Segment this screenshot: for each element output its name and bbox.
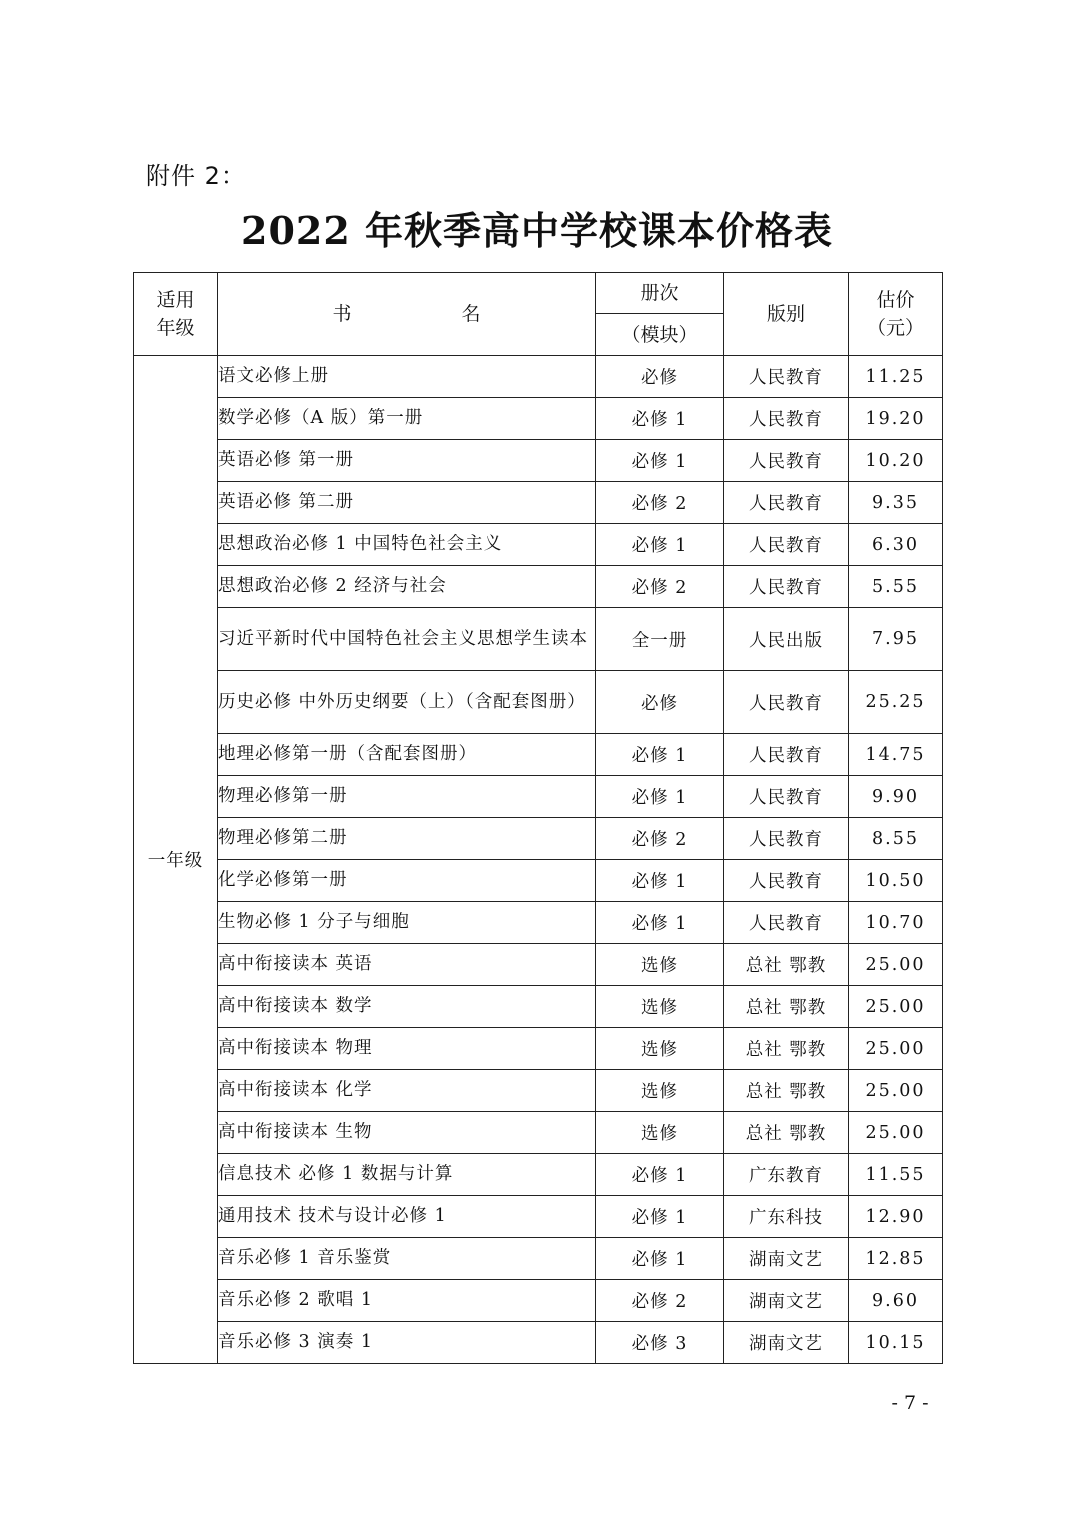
volume-cell: 必修 2 — [596, 482, 724, 524]
edition-cell: 湖南文艺 — [724, 1322, 849, 1364]
book-name-cell: 音乐必修 2 歌唱 1 — [218, 1280, 596, 1322]
page-number: - 7 - — [891, 1392, 929, 1414]
edition-cell: 人民出版 — [724, 608, 849, 671]
volume-cell: 必修 3 — [596, 1322, 724, 1364]
book-name-cell: 高中衔接读本 物理 — [218, 1028, 596, 1070]
price-cell: 10.20 — [849, 440, 943, 482]
edition-cell: 总社 鄂教 — [724, 1112, 849, 1154]
volume-cell: 必修 1 — [596, 440, 724, 482]
book-name-cell: 物理必修第一册 — [218, 776, 596, 818]
volume-cell: 选修 — [596, 1070, 724, 1112]
header-book-name-char2: 名 — [461, 303, 481, 325]
book-name-cell: 语文必修上册 — [218, 356, 596, 398]
edition-cell: 总社 鄂教 — [724, 1028, 849, 1070]
price-cell: 11.25 — [849, 356, 943, 398]
book-name-cell: 习近平新时代中国特色社会主义思想学生读本 — [218, 608, 596, 671]
price-cell: 5.55 — [849, 566, 943, 608]
book-name-cell: 历史必修 中外历史纲要（上）（含配套图册） — [218, 671, 596, 734]
table-row — [134, 1238, 943, 1280]
table-row — [134, 1280, 943, 1322]
table-row — [134, 671, 943, 734]
price-cell: 11.55 — [849, 1154, 943, 1196]
table-row — [134, 818, 943, 860]
header-edition: 版别 — [724, 273, 849, 356]
table-row — [134, 608, 943, 671]
volume-cell: 必修 1 — [596, 734, 724, 776]
volume-cell: 必修 2 — [596, 566, 724, 608]
edition-cell: 人民教育 — [724, 671, 849, 734]
volume-cell: 全一册 — [596, 608, 724, 671]
price-cell: 9.90 — [849, 776, 943, 818]
edition-cell: 人民教育 — [724, 524, 849, 566]
edition-cell: 广东科技 — [724, 1196, 849, 1238]
price-cell: 8.55 — [849, 818, 943, 860]
header-price — [849, 273, 943, 356]
price-cell: 10.70 — [849, 902, 943, 944]
edition-cell: 人民教育 — [724, 356, 849, 398]
price-cell: 25.00 — [849, 1028, 943, 1070]
header-volume-line2: （模块） — [596, 314, 724, 356]
price-cell: 19.20 — [849, 398, 943, 440]
volume-cell: 必修 1 — [596, 860, 724, 902]
header-grade — [134, 273, 218, 356]
edition-cell: 总社 鄂教 — [724, 944, 849, 986]
table-row — [134, 1154, 943, 1196]
edition-cell: 人民教育 — [724, 734, 849, 776]
table-row — [134, 524, 943, 566]
table-header-row — [134, 273, 943, 314]
table-body — [134, 356, 943, 1364]
price-cell: 25.00 — [849, 986, 943, 1028]
header-book-name — [218, 273, 596, 356]
table-row — [134, 1322, 943, 1364]
volume-cell: 必修 1 — [596, 1238, 724, 1280]
book-name-cell: 化学必修第一册 — [218, 860, 596, 902]
header-grade-line1: 适用 — [156, 289, 195, 311]
book-name-cell: 思想政治必修 1 中国特色社会主义 — [218, 524, 596, 566]
edition-cell: 人民教育 — [724, 902, 849, 944]
edition-cell: 人民教育 — [724, 566, 849, 608]
table-row — [134, 482, 943, 524]
volume-cell: 必修 2 — [596, 818, 724, 860]
attachment-label: 附件 2： — [146, 162, 246, 190]
volume-cell: 必修 1 — [596, 902, 724, 944]
table-row — [134, 440, 943, 482]
header-price-line1: 估价 — [876, 289, 915, 311]
price-cell: 25.00 — [849, 1112, 943, 1154]
edition-cell: 湖南文艺 — [724, 1238, 849, 1280]
price-cell: 25.25 — [849, 671, 943, 734]
book-name-cell: 高中衔接读本 数学 — [218, 986, 596, 1028]
table-row — [134, 944, 943, 986]
header-price-line2: （元） — [866, 317, 924, 339]
edition-cell: 人民教育 — [724, 482, 849, 524]
table-row — [134, 902, 943, 944]
price-cell: 25.00 — [849, 1070, 943, 1112]
price-cell: 7.95 — [849, 608, 943, 671]
table-row — [134, 1070, 943, 1112]
table-row — [134, 1112, 943, 1154]
book-name-cell: 音乐必修 3 演奏 1 — [218, 1322, 596, 1364]
table-row — [134, 734, 943, 776]
table-row — [134, 860, 943, 902]
price-cell: 9.35 — [849, 482, 943, 524]
volume-cell: 选修 — [596, 944, 724, 986]
header-book-name-char1: 书 — [332, 303, 352, 325]
price-cell: 12.90 — [849, 1196, 943, 1238]
table-row — [134, 986, 943, 1028]
book-name-cell: 生物必修 1 分子与细胞 — [218, 902, 596, 944]
volume-cell: 必修 1 — [596, 1154, 724, 1196]
book-name-cell: 英语必修 第二册 — [218, 482, 596, 524]
volume-cell: 必修 1 — [596, 398, 724, 440]
volume-cell: 选修 — [596, 1028, 724, 1070]
edition-cell: 人民教育 — [724, 440, 849, 482]
volume-cell: 必修 1 — [596, 1196, 724, 1238]
book-name-cell: 数学必修（A 版）第一册 — [218, 398, 596, 440]
book-name-cell: 音乐必修 1 音乐鉴赏 — [218, 1238, 596, 1280]
volume-cell: 必修 — [596, 356, 724, 398]
volume-cell: 必修 — [596, 671, 724, 734]
volume-cell: 必修 1 — [596, 776, 724, 818]
price-cell: 10.50 — [849, 860, 943, 902]
book-name-cell: 高中衔接读本 生物 — [218, 1112, 596, 1154]
volume-cell: 必修 1 — [596, 524, 724, 566]
edition-cell: 人民教育 — [724, 860, 849, 902]
book-name-cell: 通用技术 技术与设计必修 1 — [218, 1196, 596, 1238]
book-name-cell: 高中衔接读本 化学 — [218, 1070, 596, 1112]
edition-cell: 人民教育 — [724, 398, 849, 440]
edition-cell: 人民教育 — [724, 818, 849, 860]
price-cell: 6.30 — [849, 524, 943, 566]
price-cell: 25.00 — [849, 944, 943, 986]
book-name-cell: 高中衔接读本 英语 — [218, 944, 596, 986]
book-name-cell: 物理必修第二册 — [218, 818, 596, 860]
volume-cell: 选修 — [596, 1112, 724, 1154]
edition-cell: 广东教育 — [724, 1154, 849, 1196]
price-cell: 9.60 — [849, 1280, 943, 1322]
volume-cell: 必修 2 — [596, 1280, 724, 1322]
price-cell: 12.85 — [849, 1238, 943, 1280]
table-row — [134, 1196, 943, 1238]
header-volume-line1: 册次 — [596, 273, 724, 314]
volume-cell: 选修 — [596, 986, 724, 1028]
edition-cell: 总社 鄂教 — [724, 986, 849, 1028]
table-row — [134, 566, 943, 608]
document-title: 2022 年秋季高中学校课本价格表 — [241, 208, 833, 253]
grade-cell: 一年级 — [134, 356, 218, 1364]
edition-cell: 湖南文艺 — [724, 1280, 849, 1322]
price-table — [133, 272, 943, 1364]
book-name-cell: 英语必修 第一册 — [218, 440, 596, 482]
edition-cell: 人民教育 — [724, 776, 849, 818]
price-cell: 10.15 — [849, 1322, 943, 1364]
table-row — [134, 398, 943, 440]
book-name-cell: 思想政治必修 2 经济与社会 — [218, 566, 596, 608]
table-row — [134, 356, 943, 398]
header-grade-line2: 年级 — [156, 317, 195, 339]
table-row — [134, 1028, 943, 1070]
table-row — [134, 776, 943, 818]
price-cell: 14.75 — [849, 734, 943, 776]
edition-cell: 总社 鄂教 — [724, 1070, 849, 1112]
book-name-cell: 地理必修第一册（含配套图册） — [218, 734, 596, 776]
book-name-cell: 信息技术 必修 1 数据与计算 — [218, 1154, 596, 1196]
